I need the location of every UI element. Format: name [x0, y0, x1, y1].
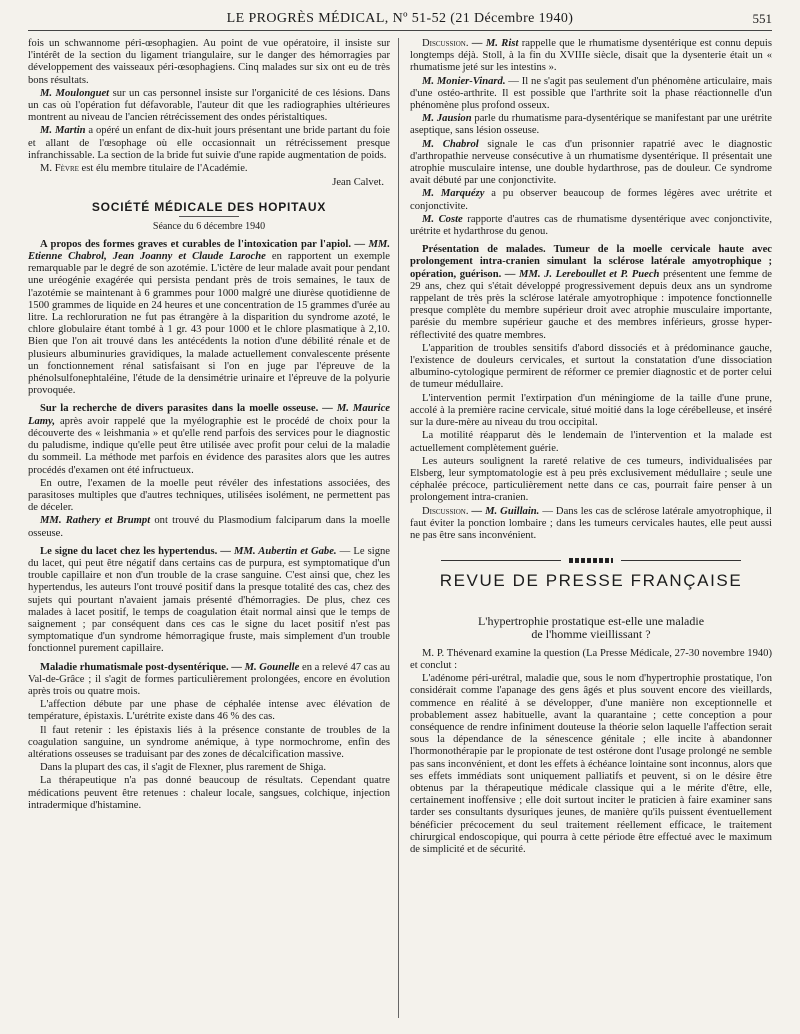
speaker-name: M. Martin	[40, 125, 86, 137]
lacet-article	[28, 546, 390, 656]
article-title: Sur la recherche de divers parasites dans la moelle osseuse.	[40, 403, 319, 415]
paragraph-text: a pu observer beaucoup de formes légères avec urétrite et conjonctivite.	[410, 188, 772, 212]
parasites-article	[28, 403, 390, 476]
speaker-name: — M. Rist	[468, 38, 519, 49]
article-authors: — M. Maurice Lamy,	[28, 403, 390, 427]
prostate-intro: M. P. Thévenard examine la question (La Presse Médicale, 27-30 novembre 1940) et conclut :	[410, 647, 772, 671]
discussion-label: Discussion.	[422, 505, 469, 517]
article-text: présentent une femme de 29 ans, chez qui s'était développé progressivement depuis deux ans un syndrome rappelant de très près la sclérose latérale amyotrophique : impotence fonctionnelle presque complète du membre supérieur droit avec atrophie musculaire importante, parésie du membre supérieur gauche et des membres inférieurs, grosse hyper-réflectivité des quatre membres.	[410, 268, 772, 341]
section-ornament	[441, 558, 741, 563]
parasites-paragraph-2: En outre, l'examen de la moelle peut révéler des infestations associées, des parasitoses multiples que d'autres techniques, utilisées isolément, ne permettent pas de déceler.	[28, 477, 390, 514]
article-title: Le signe du lacet chez les hypertendus.	[40, 545, 218, 557]
prostate-text: L'adénome péri-urétral, maladie que, sous le nom d'hypertrophie prostatique, l'on considérait comme l'apanage des gens âgés et plus souvent encore des vieillards, commence en réalité à se développer, d'une manière non exceptionnelle et probablement assez habituelle, avant la quarantaine ; cette conception a pour conséquence de rendre infiniment douteuse la théorie selon laquelle l'affection serait sous la dépendance de la sénescence génitale ; elle incite à abandonner l'hormonothérapie par le propionate de test ostérone dont l'usage prolongé ne semble pas sans inconvénient, et dont les effets à échéance lointaine sont inconnus, alors que ses effets immédiats sont uniquement palliatifs et peuvent, si on le désire être obtenus par la thérapeutique médicale classique qui a le mérite d'être, elle, certainement inoffensive ; elle doit surtout inciter le praticien à faire examiner sans tarder ses consultants dysuriques jeunes, de manière qu'ils puissent éventuellement bénéficier précocement du seul traitement réellement efficace, le traitement chirurgical endoscopique, qui pourra à cette période être effectué avec le maximum de simplicité et de sécurité.	[410, 673, 772, 855]
speaker-name: M. Moulonguet	[40, 87, 110, 99]
ornament-rule-right	[621, 560, 741, 561]
tumeur-paragraph-4: La motilité réapparut dès le lendemain de l'intervention et la malade est actuellement complètement guérie.	[410, 430, 772, 454]
section-date: Séance du 6 décembre 1940	[152, 220, 266, 232]
article-text: après avoir rappelé que la myélographie est le procédé de choix pour la découverte des « leishmania » et qu'elle rend parfois des services pour le diagnostic du paludisme, indique qu'elle peut être utilisée avec profit pour celui de la maladie du sommeil. La méthode met parfois en évidence des parasites alors que les autres procédés d'examen ont été infructueux.	[28, 415, 390, 476]
fevre-paragraph	[28, 163, 390, 175]
column-divider	[398, 38, 399, 1018]
prostate-article-title	[410, 615, 772, 639]
article-authors: — M. Gounelle	[228, 661, 300, 673]
parasites-paragraph-3	[28, 515, 390, 539]
rhumatisme-paragraph-2: L'affection débute par une phase de céphalée intense avec élévation de température, épistaxis. L'urétrite existe dans 46 % des cas.	[28, 699, 390, 723]
speaker-names: MM. Rathery et Brumpt	[40, 515, 151, 527]
article-authors: — MM. Aubertin et Gabe.	[217, 545, 337, 557]
article-title: A propos des formes graves et curables de l'intoxication par l'apiol.	[40, 238, 352, 250]
rhumatisme-article	[28, 662, 390, 699]
running-head	[28, 8, 772, 31]
monier-vinard-paragraph	[410, 76, 772, 113]
article-title: Présentation de malades. Tumeur de la moelle cervicale haute avec prolongement intra-cranien simulant la sclérose latérale amyotrophique ; opération, guérison.	[410, 244, 772, 280]
article-text: en a relevé 47 cas au Val-de-Grâce ; il s'agit de formes particulièrement prolongées, encore en évolution après trois ou quatre mois.	[28, 661, 390, 697]
tumeur-paragraph-5: Les auteurs soulignent la rareté relative de ces tumeurs, individualisées par Elsberg, leur symptomatologie est à peu près exclusivement médullaire ; seule une céphalée précoce, particulièrement nette dans ce cas, pourrait faire penser à un prolongement intra-cranien.	[410, 455, 772, 504]
coste-paragraph	[410, 214, 772, 238]
paragraph-text: signale le cas d'un prisonnier rapatrié avec le diagnostic d'arthropathie nerveuse consécutive à un rhumatisme dysentérique. Il présentait une atrophie musculaire intense, une double hydarthrose, pas de douleur. Ce syndrome avait débuté par une conjonctivite.	[410, 138, 772, 187]
martin-paragraph	[28, 125, 390, 162]
ornament-center	[569, 558, 613, 563]
paragraph-text: — Dans les cas de sclérose latérale amyotrophique, il faut éviter la ponction lombaire ; dans les tumeurs cervicales hautes, elle peut aussi ne pas être sans inconvénient.	[410, 505, 773, 541]
discussion-rist	[410, 38, 772, 75]
paragraph-text: sur un cas personnel insiste sur l'organicité de ces lésions. Dans un cas où l'opération fut défavorable, l'auteur dit que les radiographies ultérieures montrent au niveau de l'ancien rétrécissement des ondes péristaltiques.	[28, 87, 391, 124]
right-column	[410, 38, 772, 857]
jausion-paragraph	[410, 113, 772, 137]
paragraph-text: parle du rhumatisme para-dysentérique se manifestant par une urétrite aseptique, sans lésion osseuse.	[410, 113, 773, 137]
revue-title: REVUE DE PRESSE FRANÇAISE	[439, 571, 743, 591]
marquezy-paragraph	[410, 188, 772, 212]
article-title: Maladie rhumatismale post-dysentérique.	[40, 661, 229, 673]
page-number: 551	[752, 11, 772, 26]
article-authors: — MM. Etienne Chabrol, Jean Joanny et Claude Laroche	[28, 238, 390, 263]
speaker-name: M. Monier-Vinard.	[422, 75, 506, 87]
member-name: Fèvre	[54, 163, 79, 175]
discussion-guillain	[410, 506, 772, 543]
moulonguet-paragraph	[28, 88, 390, 125]
speaker-name: M. Coste	[422, 213, 463, 225]
speaker-name: — M. Guillain.	[468, 505, 540, 517]
paragraph-text: — Il ne s'agit pas seulement d'un phénomène articulaire, mais d'une ostéo-arthrite. Il est possible que l'arthrite soit la phase réactionnelle d'un phénomène plus profond osseux.	[410, 75, 772, 112]
paragraph-text: rapporte d'autres cas de rhumatisme dysentérique avec conjonctivite, urétrite et hydarthrose du genou.	[410, 213, 772, 238]
article-authors: — MM. J. Lereboullet et P. Puech	[501, 268, 660, 280]
paragraph-text: est élu membre titulaire de l'Académie.	[78, 163, 248, 175]
signature: Jean Calvet.	[332, 177, 384, 189]
section-title: SOCIÉTÉ MÉDICALE DES HOPITAUX	[91, 200, 327, 215]
paragraph-text: ont trouvé du Plasmodium falciparum dans la moelle osseuse.	[28, 515, 390, 539]
title-line: de l'homme vieillissant ?	[531, 626, 651, 641]
speaker-name: M. Jausion	[422, 113, 472, 125]
title-line: L'hypertrophie prostatique est-elle une maladie	[477, 614, 705, 629]
intro-paragraph: fois un schwannome péri-œsophagien. Au point de vue opératoire, il insiste sur l'intérêt de la section du ligament triangulaire, sur le danger des hémorragies par développement des vaisseaux péri-œsophagiens. Cinq malades sur six ont eu de très bons résultats.	[28, 38, 390, 86]
speaker-name: M. Marquézy	[422, 188, 485, 200]
article-text: — Le signe du lacet, qui peut être négatif dans certains cas de purpura, est symptomatique d'un trouble capillaire et non d'un trouble de la crase sanguine. C'est ainsi que, chez les hypertendus, les auteurs l'ont trouvé positif dans la presque totalité des cas, chez des sujets qui pourtant n'avaient jamais présenté d'hémorragies. De plus, chez ces malades à lacet positif, le temps de coagulation était normal ainsi que le temps de saignement ; par conséquent dans ces cas le signe du lacet positif n'est pas symptomatique d'un syndrome hémorragique fruste, mais simplement d'un trouble fonctionnel purement capillaire.	[28, 545, 391, 655]
rhumatisme-paragraph-3: Il faut retenir : les épistaxis liés à la présence constante de troubles de la coagulation sanguine, un syndrome anémique, à type normochrome, enfin des altérations osseuses se traduisant par des zones de décalcification massive.	[28, 724, 390, 760]
prefix: M.	[40, 163, 55, 175]
tumeur-paragraph-2: L'apparition de troubles sensitifs d'abord dissociés et à prédominance gauche, l'existence de douleurs cervicales, et surtout la constatation d'une dissociation albumino-cytologique permirent de réformer ce premier diagnostic et de porter celui de tumeur médullaire.	[410, 342, 772, 391]
ornament-rule-left	[441, 560, 561, 561]
discussion-label: Discussion.	[422, 38, 469, 49]
chabrol-paragraph	[410, 139, 772, 188]
journal-title: LE PROGRÈS MÉDICAL, Nº 51-52 (21 Décembre 1940)	[226, 11, 574, 26]
tumeur-paragraph-3: L'intervention permit l'extirpation d'un méningiome de la taille d'une prune, accolé à la première racine cervicale, situé moitié dans la loge cérébelleuse, et inséré sur la dure-mère au niveau du trou occipital.	[410, 392, 772, 429]
article-text: en rapportent un exemple remarquable par le degré de son azotémie. L'ictère de leur malade avait pour pendant une uréogénie exagérée qui persista pendant près de trois semaines, le taux de l'azotémie se maintenant à 6 grammes pour 1000 malgré une diurèse quotidienne de 1500 grammes de liquide en 24 heures et une concentration de 15 grammes d'urée au litre. La rechloruration ne fut pas étrangère à la disparition du syndrome azoté, le chlore globulaire étant tombé à 1 gr. 43 pour 1000 et le chlore plasmatique à 2,10. Bien que l'on ait trouvé dans les antécédents la notion d'une débilité rénale et de plusieurs albuminuries gravidiques, la malade actuellement convalescente présente un fonctionnement rénal satisfaisant si l'on en juge par l'épreuve de la phénolsulfonephtaléine, l'étude de la densimétrie urinaire et l'épreuve de la polyurie provoquée.	[28, 251, 390, 397]
left-column	[28, 38, 390, 813]
apiol-article	[28, 239, 390, 398]
paragraph-text: rappelle que le rhumatisme dysentérique est connu depuis longtemps déjà. Stoll, à la fin du XVIIIe siècle, disait que la dysenterie était un « rhumatisme jeté sur les intestins ».	[410, 38, 773, 74]
rhumatisme-paragraph-5: La thérapeutique n'a pas donné beaucoup de résultats. Cependant quatre médications peuvent être retenues : chaleur locale, sangsues, colchique, injection intradermique d'histamine.	[28, 775, 390, 811]
paragraph-text: a opéré un enfant de dix-huit jours présentant une bride partant du foie et allant de l'œsophage où elle occasionnait un rétrécissement presque infranchissable. La section de la bride fut suivie d'une rapide augmentation de poids.	[28, 125, 390, 161]
rhumatisme-paragraph-4: Dans la plupart des cas, il s'agit de Flexner, plus rarement de Shiga.	[40, 762, 326, 774]
tumeur-article	[410, 244, 772, 342]
title-rule	[179, 216, 239, 217]
speaker-name: M. Chabrol	[422, 138, 479, 150]
